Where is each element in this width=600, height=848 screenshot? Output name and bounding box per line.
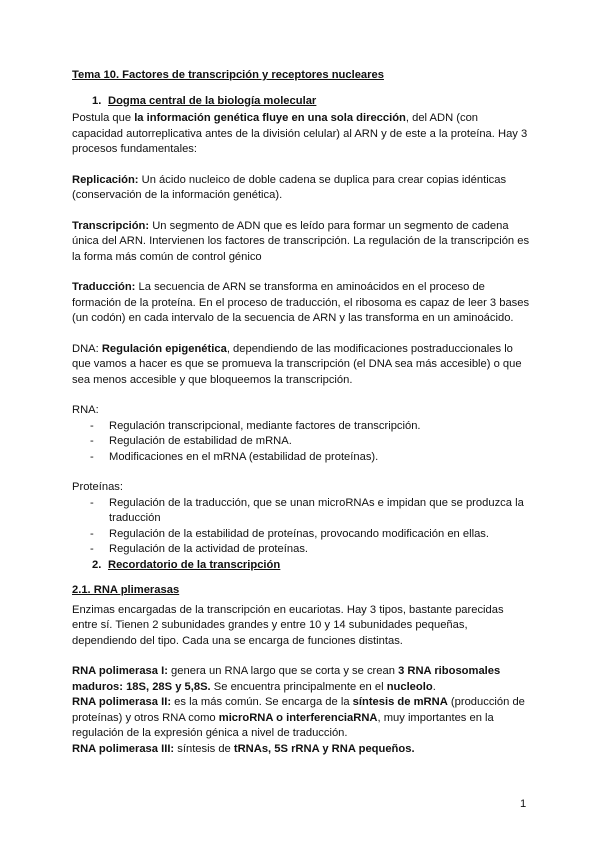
replicacion-paragraph xyxy=(72,173,532,204)
section-1-label: Dogma central de la biología molecular xyxy=(108,94,317,107)
section-1-heading xyxy=(72,94,532,110)
pol2-paragraph xyxy=(72,695,532,742)
traduccion-term: Traducción: xyxy=(72,281,136,293)
proteinas-list xyxy=(72,496,532,558)
pol1-text-e: . xyxy=(432,680,436,693)
pol2-text-e: , muy importantes en la regulación de la expresión génica a nivel de traducción. xyxy=(72,711,494,739)
pol2-term: RNA polimerasa II: xyxy=(72,696,172,708)
pol3-term: RNA polimerasa III: xyxy=(72,742,175,755)
list-item: - Regulación de estabilidad de mRNA. xyxy=(72,434,532,450)
list-item: - Regulación de la actividad de proteínas. xyxy=(72,542,532,558)
subsection-2-1-heading: 2.1. RNA plimerasas xyxy=(72,584,180,596)
list-item: - Regulación de la traducción, que se unan microRNAs e impidan que se produzca la traducción xyxy=(72,496,532,527)
intro-text-c: , del ADN (con capacidad autorreplicativa antes de la división celular) al ARN y de este a la proteína. Hay 3 procesos fundamentales: xyxy=(72,112,528,155)
dna-text: , dependiendo de las modificaciones postraduccionales lo que vamos a hacer es que se promueva la transcripción (el DNA sea más accesible) o que sea menos accesible y que bloqueemos la transcripción. xyxy=(72,342,522,386)
traduccion-paragraph xyxy=(72,280,532,327)
intro-bold: la información genética fluye en una sola dirección xyxy=(134,112,406,124)
list-item: - Regulación transcripcional, mediante factores de transcripción. xyxy=(72,419,532,435)
list-item: - Regulación de la estabilidad de proteínas, provocando modificación en ellas. xyxy=(72,527,532,543)
transcripcion-paragraph xyxy=(72,219,532,266)
proteinas-label: Proteínas: xyxy=(72,481,123,493)
intro-text-a: Postula que xyxy=(72,112,135,124)
section-2-heading xyxy=(72,558,532,574)
enzimas-paragraph: Enzimas encargadas de la transcripción en eucariotas. Hay 3 tipos, bastante parecidas entre sí. Tienen 2 subunidades grandes y entre 10 y 14 subunidades pequeñas, dependiendo del tipo. Cada una se encarga de funciones distintas. xyxy=(72,603,504,647)
transcripcion-term: Transcripción: xyxy=(72,219,150,232)
document-page xyxy=(72,68,532,757)
rna-label: RNA: xyxy=(72,404,99,416)
rna-list xyxy=(72,419,532,466)
section-2-number: 2. xyxy=(92,558,102,571)
pol1-term: RNA polimerasa I: xyxy=(72,665,168,677)
intro-paragraph xyxy=(72,111,532,158)
list-item: - Modificaciones en el mRNA (estabilidad de proteínas). xyxy=(72,450,532,466)
section-1-number: 1. xyxy=(92,94,102,107)
replicacion-term: Replicación: xyxy=(72,173,139,186)
pol1-text-c: Se encuentra principalmente en el xyxy=(210,680,387,693)
pol3-bold-b: tRNAs, 5S rRNA y RNA pequeños. xyxy=(233,742,415,755)
pol2-bold-d: microRNA o interferenciaRNA xyxy=(218,711,378,724)
document-title: Tema 10. Factores de transcripción y receptores nucleares xyxy=(72,69,384,81)
pol2-bold-b: síntesis de mRNA xyxy=(352,696,448,708)
pol1-bold-d: nucleolo xyxy=(386,680,433,693)
traduccion-text: La secuencia de ARN se transforma en aminoácidos en el proceso de formación de la proteína. En el proceso de traducción, el ribosoma es capaz de leer 3 bases (un codón) en cada intervalo de la secuencia de ARN y las transforma en un aminoácido. xyxy=(72,281,530,324)
pol3-text-a: síntesis de xyxy=(174,742,234,755)
pol1-paragraph xyxy=(72,664,532,695)
pol2-text-a: es la más común. Se encarga de la xyxy=(171,696,353,708)
page-number: 1 xyxy=(520,798,527,810)
pol3-paragraph xyxy=(72,742,532,758)
pol2-text-c: (producción de proteínas) y otros RNA como xyxy=(72,696,525,724)
section-2-label: Recordatorio de la transcripción xyxy=(108,558,281,571)
pol1-text-a: genera un RNA largo que se corta y se crean xyxy=(167,665,399,677)
dna-prefix: DNA: xyxy=(72,342,102,355)
dna-term: Regulación epigenética xyxy=(101,342,227,355)
pol1-bold-b: 3 RNA ribosomales maduros: 18S, 28S y 5,8S. xyxy=(72,665,501,693)
dna-paragraph xyxy=(72,342,532,389)
transcripcion-text: Un segmento de ADN que es leído para formar un segmento de cadena única del ARN. Intervienen los factores de transcripción. La regulación de la transcripción es la forma más común de control génico xyxy=(72,219,530,263)
replicacion-text: Un ácido nucleico de doble cadena se duplica para crear copias idénticas (conservación de la información genética). xyxy=(72,173,507,201)
